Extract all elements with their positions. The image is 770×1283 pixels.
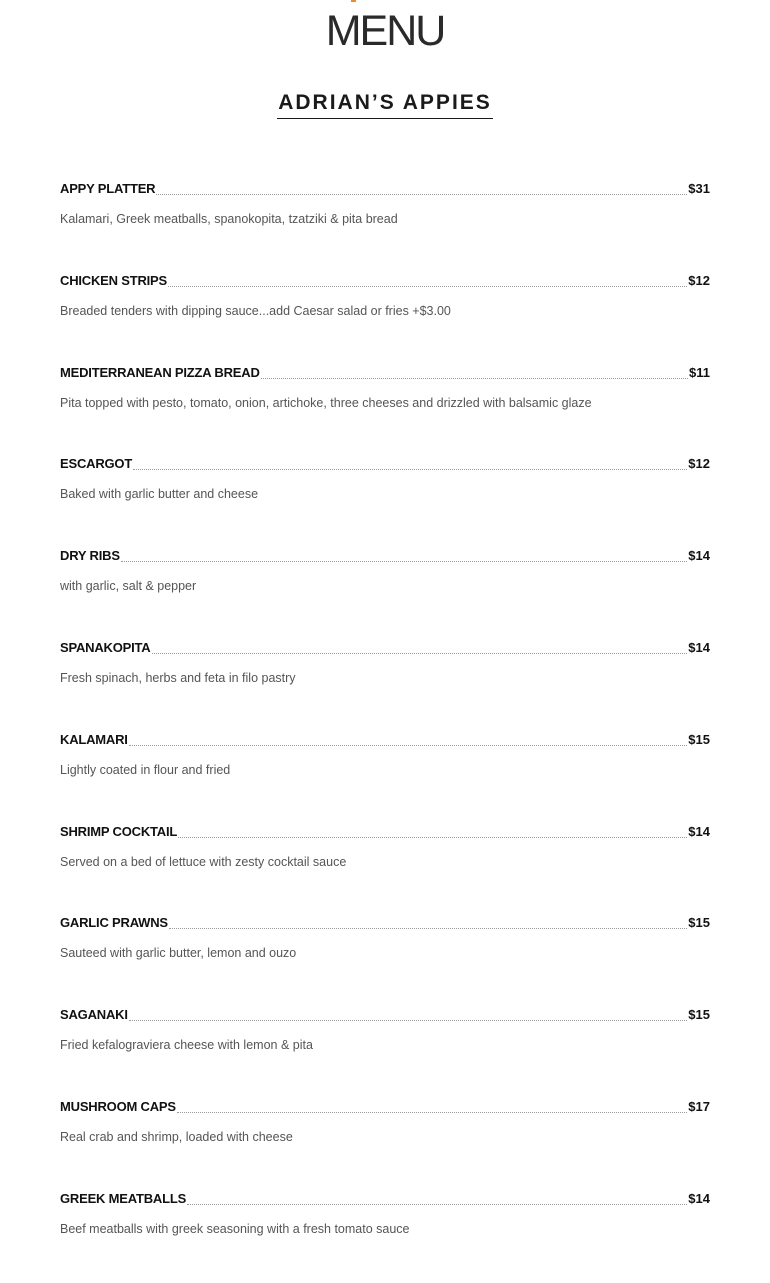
menu-item-description: Breaded tenders with dipping sauce...add Caesar salad or fries +$3.00 <box>60 303 451 318</box>
leader-dots <box>121 560 687 562</box>
menu-item-description: Fresh spinach, herbs and feta in filo pastry <box>60 670 296 685</box>
leader-dots <box>261 377 688 379</box>
section-title: ADRIAN’S APPIES <box>277 89 493 119</box>
menu-item-row <box>60 456 710 472</box>
menu-item-name: APPY PLATTER <box>60 181 156 196</box>
accent-mark <box>351 0 356 2</box>
menu-item <box>60 365 710 457</box>
menu-item-name: KALAMARI <box>60 731 128 747</box>
leader-dots <box>168 285 687 287</box>
menu-item-price: $12 <box>688 456 710 472</box>
menu-item-name: GREEK MEATBALLS <box>60 1190 187 1206</box>
menu-item-row <box>60 273 710 289</box>
menu-item-price: $31 <box>688 181 710 196</box>
leader-dots <box>187 1203 687 1205</box>
menu-item <box>60 456 710 548</box>
menu-item-row <box>60 732 710 748</box>
menu-item-name: MUSHROOM CAPS <box>60 1098 176 1114</box>
menu-item-price: $14 <box>688 548 710 564</box>
leader-dots <box>177 1111 687 1113</box>
menu-item-row <box>60 640 710 656</box>
menu-item-description: Baked with garlic butter and cheese <box>60 487 259 502</box>
menu-item <box>60 640 710 732</box>
menu-item-name: ESCARGOT <box>60 456 133 472</box>
menu-item-price: $17 <box>688 1098 710 1114</box>
section-header <box>0 89 770 119</box>
leader-dots <box>129 744 688 746</box>
menu-item-price: $14 <box>688 639 710 655</box>
menu-item-description: Fried kefalograviera cheese with lemon & pita <box>60 1038 313 1053</box>
menu-item-row <box>60 1191 710 1207</box>
menu-item-price: $14 <box>688 1190 710 1206</box>
menu-item-row <box>60 824 710 840</box>
leader-dots <box>178 836 687 838</box>
leader-dots <box>152 652 688 654</box>
menu-item <box>60 181 710 273</box>
menu-list <box>60 181 710 1283</box>
menu-item-price: $15 <box>688 1007 710 1023</box>
menu-item <box>60 1099 710 1191</box>
menu-item-price: $15 <box>688 915 710 931</box>
menu-item-price: $15 <box>688 731 710 747</box>
menu-item <box>60 1191 710 1283</box>
menu-item <box>60 915 710 1007</box>
menu-item-description: Kalamari, Greek meatballs, spanokopita, tzatziki & pita bread <box>60 212 398 226</box>
menu-item-description: Pita topped with pesto, tomato, onion, artichoke, three cheeses and drizzled with balsamic glaze <box>60 395 592 410</box>
menu-item-name: GARLIC PRAWNS <box>60 915 168 931</box>
menu-item-description: Beef meatballs with greek seasoning with a fresh tomato sauce <box>60 1221 410 1236</box>
menu-item-row <box>60 915 710 931</box>
menu-item-name: SHRIMP COCKTAIL <box>60 823 178 839</box>
menu-item-row <box>60 1099 710 1115</box>
menu-item <box>60 273 710 365</box>
menu-item <box>60 1007 710 1099</box>
leader-dots <box>156 193 687 195</box>
menu-item-row <box>60 181 710 197</box>
menu-item <box>60 732 710 824</box>
page-title: MENU <box>325 7 445 55</box>
menu-item <box>60 548 710 640</box>
menu-item-row <box>60 548 710 564</box>
menu-item-row <box>60 1007 710 1023</box>
menu-item <box>60 824 710 916</box>
menu-item-row <box>60 365 710 381</box>
menu-item-description: Sauteed with garlic butter, lemon and ouzo <box>60 946 297 961</box>
menu-item-description: Lightly coated in flour and fried <box>60 762 231 777</box>
menu-item-name: CHICKEN STRIPS <box>60 272 167 288</box>
leader-dots <box>133 468 687 470</box>
menu-item-description: Served on a bed of lettuce with zesty cocktail sauce <box>60 854 347 869</box>
menu-item-price: $14 <box>688 823 710 839</box>
menu-item-name: MEDITERRANEAN PIZZA BREAD <box>60 364 260 380</box>
menu-item-name: SAGANAKI <box>60 1007 128 1023</box>
menu-item-description: with garlic, salt & pepper <box>60 579 197 594</box>
menu-item-price: $11 <box>689 364 710 380</box>
leader-dots <box>169 927 687 929</box>
leader-dots <box>129 1019 688 1021</box>
menu-item-name: DRY RIBS <box>60 548 120 564</box>
menu-item-name: SPANAKOPITA <box>60 639 151 655</box>
menu-item-description: Real crab and shrimp, loaded with cheese <box>60 1129 293 1144</box>
menu-item-price: $12 <box>688 272 710 288</box>
